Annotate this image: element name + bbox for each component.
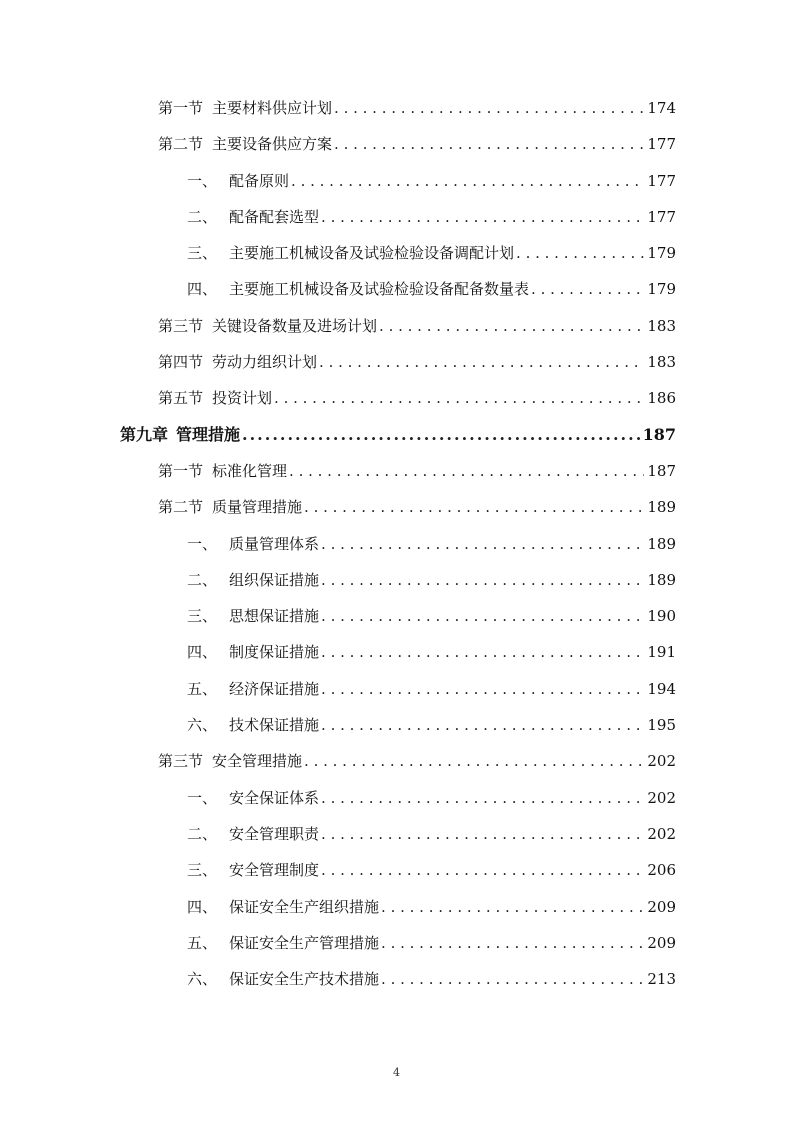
toc-entry-prefix: 第五节	[158, 389, 204, 408]
toc-entry-page: 179	[647, 280, 676, 299]
toc-entry-page: 194	[647, 679, 676, 698]
toc-entry-label	[187, 925, 379, 961]
toc-entry-prefix: 四、	[187, 897, 218, 916]
toc-entry-label	[187, 235, 514, 271]
toc-entry-label	[158, 453, 287, 489]
dot-leader	[381, 925, 644, 961]
toc-entry-prefix: 三、	[187, 244, 218, 263]
toc-entry-label	[158, 344, 317, 380]
toc-entry[interactable]	[120, 163, 676, 199]
toc-entry-page: 177	[647, 207, 676, 226]
dot-leader	[321, 598, 644, 634]
toc-entry[interactable]	[120, 961, 676, 997]
dot-leader	[379, 308, 644, 344]
toc-entry[interactable]	[120, 199, 676, 235]
toc-entry-prefix: 四、	[187, 643, 218, 662]
toc-entry-label	[187, 889, 379, 925]
toc-entry-title: 主要施工机械设备及试验检验设备配备数量表	[229, 280, 530, 299]
toc-entry[interactable]	[120, 526, 676, 562]
toc-entry-page: 202	[647, 824, 676, 843]
dot-leader	[334, 126, 644, 162]
toc-entry-prefix: 六、	[187, 716, 218, 735]
toc-entry-prefix: 第一节	[158, 461, 204, 480]
toc-entry-page: 202	[647, 752, 676, 771]
toc-entry-title: 制度保证措施	[229, 643, 320, 662]
toc-entry-label	[158, 126, 332, 162]
toc-entry[interactable]	[120, 598, 676, 634]
toc-entry-label	[158, 489, 302, 525]
toc-entry-title: 投资计划	[212, 389, 273, 408]
toc-chapter-entry[interactable]	[120, 417, 676, 453]
toc-entry[interactable]	[120, 90, 676, 126]
toc-entry[interactable]	[120, 816, 676, 852]
toc-entry-prefix: 四、	[187, 280, 218, 299]
toc-entry-title: 主要材料供应计划	[212, 99, 333, 117]
dot-leader	[334, 90, 644, 126]
toc-entry-prefix: 三、	[187, 861, 218, 880]
toc-entry[interactable]	[120, 671, 676, 707]
toc-entry-label	[187, 634, 319, 670]
dot-leader	[304, 743, 644, 779]
toc-entry[interactable]	[120, 743, 676, 779]
toc-entry[interactable]	[120, 126, 676, 162]
toc-entry-label	[187, 961, 379, 997]
toc-entry-title: 劳动力组织计划	[212, 353, 318, 372]
toc-entry-title: 安全保证体系	[229, 788, 320, 807]
toc-entry-prefix: 第九章	[120, 424, 169, 444]
toc-entry-page: 179	[647, 244, 676, 263]
toc-entry-page: 202	[647, 788, 676, 807]
toc-entry-page: 183	[647, 316, 676, 335]
toc-entry-prefix: 一、	[187, 171, 218, 190]
toc-entry-title: 质量管理措施	[212, 498, 303, 517]
toc-entry-title: 质量管理体系	[229, 534, 320, 553]
toc-entry[interactable]	[120, 344, 676, 380]
toc-entry-label	[187, 562, 319, 598]
toc-entry-page: 187	[642, 424, 676, 444]
dot-leader	[321, 707, 644, 743]
toc-entry-title: 保证安全生产技术措施	[229, 970, 380, 989]
toc-entry[interactable]	[120, 707, 676, 743]
toc-entry-title: 标准化管理	[212, 461, 288, 480]
dot-leader	[321, 199, 644, 235]
dot-leader	[321, 671, 644, 707]
toc-entry-prefix: 第三节	[158, 752, 204, 771]
toc-entry-label	[187, 526, 319, 562]
toc-entry-page: 187	[647, 461, 676, 480]
toc-entry[interactable]	[120, 780, 676, 816]
toc-entry-prefix: 五、	[187, 933, 218, 952]
toc-entry-title: 技术保证措施	[229, 716, 320, 735]
toc-entry-title: 主要设备供应方案	[212, 135, 333, 154]
dot-leader	[289, 453, 644, 489]
toc-entry-page: 191	[647, 643, 676, 662]
toc-entry-title: 组织保证措施	[229, 570, 320, 589]
dot-leader	[321, 780, 644, 816]
toc-entry-page: 206	[647, 861, 676, 880]
toc-entry-label	[158, 743, 302, 779]
table-of-contents	[120, 90, 676, 997]
toc-entry-page: 190	[647, 607, 676, 626]
toc-entry-label	[158, 90, 332, 126]
toc-entry-title: 关键设备数量及进场计划	[212, 316, 378, 335]
toc-entry-label	[187, 271, 529, 307]
toc-entry[interactable]	[120, 489, 676, 525]
toc-entry-title: 思想保证措施	[229, 607, 320, 626]
toc-entry-label	[187, 707, 319, 743]
toc-entry-prefix: 第二节	[158, 135, 204, 154]
toc-entry-prefix: 二、	[187, 824, 218, 843]
dot-leader	[381, 961, 644, 997]
toc-entry-prefix: 第二节	[158, 498, 204, 517]
dot-leader	[321, 562, 644, 598]
toc-entry[interactable]	[120, 380, 676, 416]
toc-entry-label	[187, 780, 319, 816]
toc-entry-title: 主要施工机械设备及试验检验设备调配计划	[229, 244, 515, 263]
toc-entry-label	[187, 163, 289, 199]
toc-entry[interactable]	[120, 852, 676, 888]
dot-leader	[291, 163, 644, 199]
toc-entry-label	[187, 598, 319, 634]
toc-entry-prefix: 一、	[187, 788, 218, 807]
dot-leader	[321, 816, 644, 852]
toc-entry-page: 174	[647, 99, 676, 117]
dot-leader	[274, 380, 644, 416]
toc-entry-title: 安全管理措施	[212, 752, 303, 771]
toc-entry-title: 保证安全生产管理措施	[229, 933, 380, 952]
toc-entry-label	[187, 671, 319, 707]
toc-entry-page: 209	[647, 897, 676, 916]
toc-entry[interactable]	[120, 453, 676, 489]
toc-entry-page: 189	[647, 534, 676, 553]
toc-entry[interactable]	[120, 562, 676, 598]
dot-leader	[381, 889, 644, 925]
dot-leader	[321, 526, 644, 562]
dot-leader	[321, 852, 644, 888]
toc-entry[interactable]	[120, 271, 676, 307]
toc-entry-title: 配备原则	[229, 171, 290, 190]
toc-entry-title: 管理措施	[176, 424, 241, 444]
dot-leader	[516, 235, 644, 271]
toc-entry-title: 经济保证措施	[229, 679, 320, 698]
toc-entry-prefix: 六、	[187, 970, 218, 989]
toc-entry-page: 183	[647, 353, 676, 372]
toc-entry-prefix: 第一节	[158, 99, 204, 117]
toc-entry-page: 186	[647, 389, 676, 408]
toc-entry-label	[158, 308, 377, 344]
toc-entry-page: 213	[647, 970, 676, 989]
toc-entry-prefix: 第四节	[158, 353, 204, 372]
toc-entry[interactable]	[120, 889, 676, 925]
toc-entry-label	[120, 417, 240, 453]
toc-entry[interactable]	[120, 925, 676, 961]
toc-entry-title: 安全管理职责	[229, 824, 320, 843]
dot-leader	[319, 344, 644, 380]
toc-entry-title: 保证安全生产组织措施	[229, 897, 380, 916]
toc-entry-label	[158, 380, 272, 416]
toc-entry-prefix: 三、	[187, 607, 218, 626]
toc-entry-page: 177	[647, 171, 676, 190]
toc-entry-label	[187, 199, 319, 235]
page-number: 4	[393, 1066, 400, 1079]
dot-leader	[531, 271, 644, 307]
toc-entry-prefix: 第三节	[158, 316, 204, 335]
toc-entry-prefix: 一、	[187, 534, 218, 553]
toc-entry-label	[187, 816, 319, 852]
toc-entry-label	[187, 852, 319, 888]
toc-entry-title: 配备配套选型	[229, 207, 320, 226]
toc-entry-prefix: 二、	[187, 570, 218, 589]
dot-leader	[304, 489, 644, 525]
toc-entry-prefix: 二、	[187, 207, 218, 226]
toc-entry[interactable]	[120, 308, 676, 344]
toc-entry-prefix: 五、	[187, 679, 218, 698]
toc-entry-page: 195	[647, 716, 676, 735]
toc-entry-page: 209	[647, 933, 676, 952]
toc-entry-page: 189	[647, 498, 676, 517]
dot-leader	[321, 634, 644, 670]
toc-entry[interactable]	[120, 235, 676, 271]
toc-entry-title: 安全管理制度	[229, 861, 320, 880]
toc-entry[interactable]	[120, 634, 676, 670]
toc-entry-page: 189	[647, 570, 676, 589]
toc-entry-page: 177	[647, 135, 676, 154]
dot-leader	[242, 417, 640, 453]
